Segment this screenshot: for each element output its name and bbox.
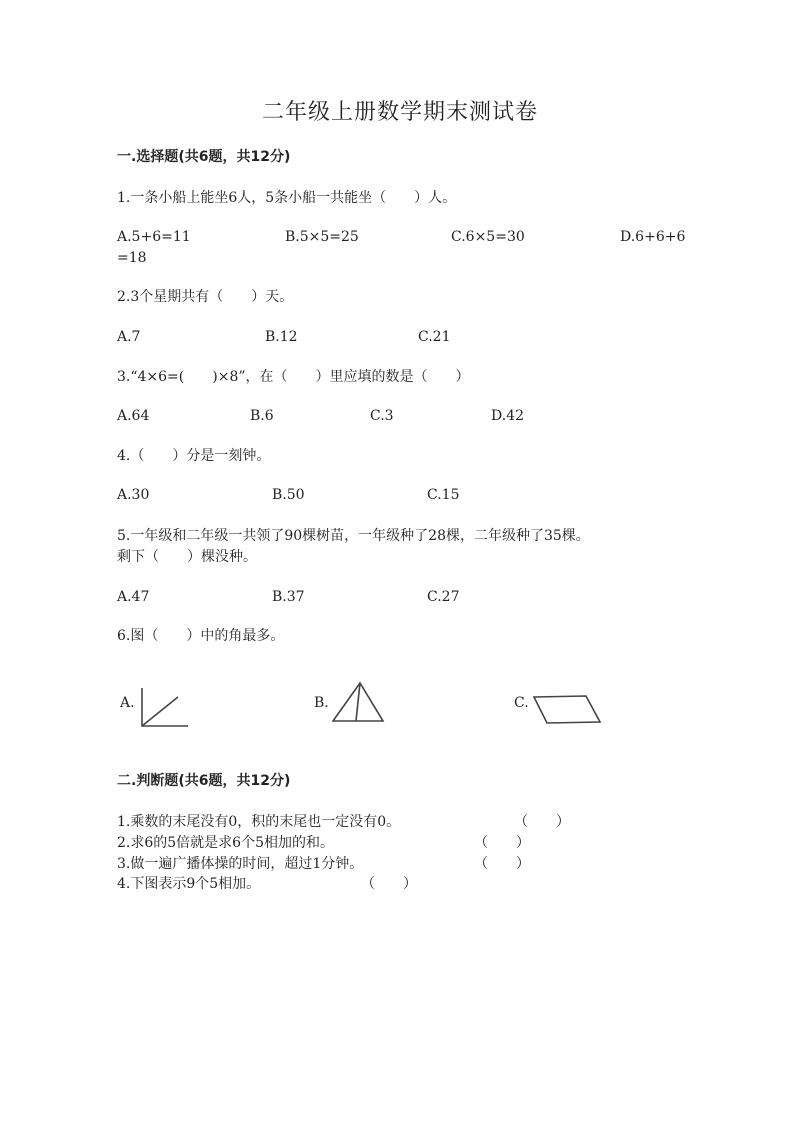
question-1: 1.一条小船上能坐6人，5条小船一共能坐（ ）人。 xyxy=(117,190,457,206)
q4-option-a: A.30 xyxy=(117,487,150,503)
question-5-line2: 剩下（ ）棵没种。 xyxy=(117,549,257,565)
judge-item-2: 2.求6的5倍就是求6个5相加的和。 xyxy=(117,835,334,851)
question-3: 3.“4×6=( )×8”，在（ ）里应填的数是（ ） xyxy=(117,369,470,385)
q1-option-b: B.5×5=25 xyxy=(285,229,359,245)
judge-blank-4: （ ） xyxy=(361,876,417,892)
q3-option-c: C.3 xyxy=(370,408,394,424)
q1-option-d-wrap: =18 xyxy=(117,250,147,266)
q3-option-b: B.6 xyxy=(250,408,274,424)
question-5: 5.一年级和二年级一共领了90棵树苗，一年级种了28棵，二年级种了35棵。 xyxy=(117,528,590,544)
judge-item-4: 4.下图表示9个5相加。 xyxy=(117,876,261,892)
judge-item-1: 1.乘数的末尾没有0，积的末尾也一定没有0。 xyxy=(117,814,401,830)
q5-option-a: A.47 xyxy=(117,589,150,605)
angle-figure xyxy=(138,685,193,730)
q6-option-b: B. xyxy=(314,695,329,711)
q6-option-c: C. xyxy=(514,695,529,711)
question-6: 6.图（ ）中的角最多。 xyxy=(117,628,285,644)
q1-option-d: D.6+6+6 xyxy=(620,229,686,245)
q1-option-c: C.6×5=30 xyxy=(451,229,525,245)
section-heading-choice: 一.选择题(共6题，共12分) xyxy=(117,149,291,165)
q5-option-c: C.27 xyxy=(427,589,460,605)
page-title: 二年级上册数学期末测试卷 xyxy=(261,100,538,125)
judge-blank-3: （ ） xyxy=(474,856,530,872)
q4-option-b: B.50 xyxy=(272,487,305,503)
q4-option-c: C.15 xyxy=(427,487,460,503)
q3-option-d: D.42 xyxy=(491,408,524,424)
q2-option-c: C.21 xyxy=(418,329,451,345)
question-2: 2.3个星期共有（ ）天。 xyxy=(117,289,294,305)
q1-option-a: A.5+6=11 xyxy=(117,229,191,245)
question-4: 4.（ ）分是一刻钟。 xyxy=(117,448,271,464)
section-heading-judge: 二.判断题(共6题，共12分) xyxy=(117,773,291,789)
q6-option-a: A. xyxy=(120,695,135,711)
q2-option-a: A.7 xyxy=(117,329,141,345)
q2-option-b: B.12 xyxy=(265,329,298,345)
parallelogram-figure xyxy=(530,692,602,727)
q3-option-a: A.64 xyxy=(117,408,150,424)
judge-blank-1: （ ） xyxy=(514,814,570,830)
q5-option-b: B.37 xyxy=(272,589,305,605)
triangle-figure xyxy=(330,680,385,725)
judge-item-3: 3.做一遍广播体操的时间，超过1分钟。 xyxy=(117,856,364,872)
judge-blank-2: （ ） xyxy=(474,835,530,851)
